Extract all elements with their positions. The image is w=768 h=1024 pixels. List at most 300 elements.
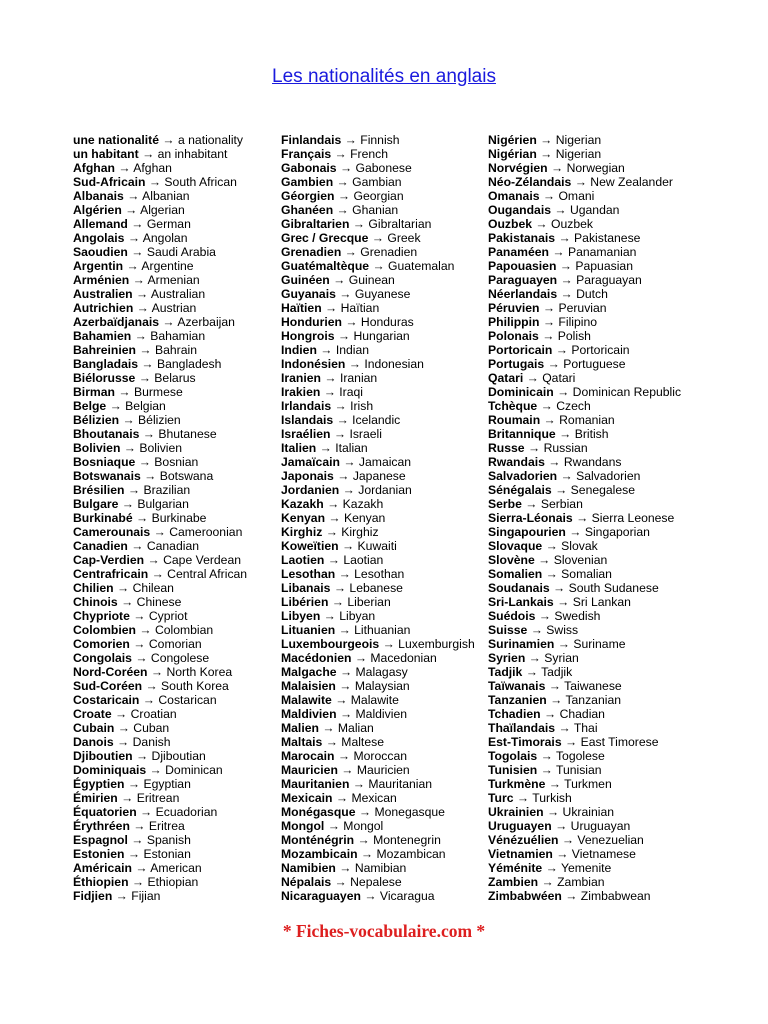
vocab-entry [281,595,475,609]
french-term: Sierra-Léonais [488,511,573,525]
arrow-icon: → [131,875,145,889]
english-term: German [146,217,191,231]
english-term: Finnish [360,133,400,147]
french-term: Serbe [488,497,522,511]
vocab-entry [73,455,247,469]
arrow-icon: → [337,329,351,343]
english-term: Uruguayan [570,819,631,833]
french-term: Kenyan [281,511,326,525]
english-term: Laotian [343,553,384,567]
arrow-icon: → [127,847,141,861]
arrow-icon: → [556,847,569,861]
french-term: Syrien [488,651,526,665]
arrow-icon: → [136,511,149,525]
french-term: Est-Timorais [488,735,562,749]
arrow-icon: → [118,385,131,399]
french-term: Monténégrin [281,833,355,847]
french-term: Argentin [73,259,124,273]
arrow-icon: → [322,721,335,735]
english-term: Israeli [349,427,382,441]
english-term: Monegasque [374,805,445,819]
arrow-icon: → [545,567,558,581]
english-term: Costarican [158,693,217,707]
french-term: Russe [488,441,525,455]
english-term: Maltese [341,735,384,749]
english-term: Bulgarian [137,497,189,511]
arrow-icon: → [560,469,573,483]
french-term: Nigérian [488,147,537,161]
arrow-icon: → [331,595,344,609]
vocab-entry [488,889,681,903]
french-term: Maldivien [281,707,337,721]
arrow-icon: → [338,623,351,637]
vocab-entry [73,693,247,707]
english-term: Japanese [352,469,406,483]
vocab-entry [488,777,681,791]
vocab-entry [488,511,681,525]
english-term: Tanzanian [565,693,621,707]
arrow-icon: → [559,259,572,273]
english-term: Algerian [140,203,185,217]
french-term: Éthiopien [73,875,129,889]
vocab-entry [281,623,475,637]
vocab-entry [281,413,475,427]
vocab-entry [281,259,475,273]
vocab-entry [488,469,681,483]
arrow-icon: → [344,245,357,259]
vocab-entry [281,483,475,497]
english-term: Pakistanese [574,231,641,245]
french-term: Mongol [281,819,325,833]
arrow-icon: → [150,665,164,679]
vocab-entry [488,539,681,553]
english-term: Bangladesh [157,357,222,371]
arrow-icon: → [535,217,548,231]
arrow-icon: → [141,357,154,371]
arrow-icon: → [555,483,568,497]
arrow-icon: → [337,749,351,763]
french-term: Grec / Grecque [281,231,369,245]
english-term: Grenadien [360,245,418,259]
french-term: Ouzbek [488,217,533,231]
vocab-entry [488,301,681,315]
french-term: Ukrainien [488,805,544,819]
arrow-icon: → [142,147,155,161]
vocab-entry [488,791,681,805]
english-term: Tunisian [555,763,602,777]
arrow-icon: → [540,749,553,763]
vocab-entry [488,525,681,539]
vocab-entry [488,413,681,427]
vocab-entry [73,651,247,665]
arrow-icon: → [151,567,164,581]
vocab-entry [488,679,681,693]
english-term: Croatian [130,707,177,721]
arrow-icon: → [341,763,354,777]
vocab-entry [281,371,475,385]
french-term: Gibraltarien [281,217,350,231]
vocab-entry [488,357,681,371]
arrow-icon: → [576,511,589,525]
vocab-entry [488,623,681,637]
english-term: Qatari [542,371,576,385]
english-term: Jordanian [358,483,412,497]
french-term: Turkmène [488,777,546,791]
english-term: Liberian [347,595,391,609]
french-term: Salvadorien [488,469,558,483]
french-term: Lituanien [281,623,336,637]
arrow-icon: → [136,287,149,301]
vocab-entry [73,441,247,455]
arrow-icon: → [142,427,155,441]
english-term: Greek [387,231,421,245]
arrow-icon: → [538,609,551,623]
english-term: Mexican [351,791,397,805]
arrow-icon: → [345,315,358,329]
english-term: Indonesian [364,357,424,371]
arrow-icon: → [541,875,554,889]
vocab-entry [73,245,247,259]
french-term: Vietnamien [488,847,553,861]
arrow-icon: → [319,441,332,455]
english-term: Lebanese [349,581,403,595]
french-term: Algérien [73,203,122,217]
english-term: Brazilian [143,483,191,497]
arrow-icon: → [335,693,348,707]
english-term: Salvadorien [576,469,641,483]
arrow-icon: → [336,203,349,217]
arrow-icon: → [333,427,347,441]
vocab-entry [281,791,475,805]
french-term: Sud-Coréen [73,679,143,693]
vocab-entry [73,735,247,749]
vocab-entry [73,483,247,497]
english-term: Paraguayan [576,273,642,287]
arrow-icon: → [360,847,374,861]
arrow-icon: → [552,245,565,259]
english-term: Icelandic [352,413,401,427]
vocab-entry [281,343,475,357]
french-term: Libyen [281,609,321,623]
english-term: Peruvian [558,301,607,315]
french-term: Irakien [281,385,321,399]
english-term: Senegalese [570,483,636,497]
vocab-entry [281,763,475,777]
vocab-entry [488,721,681,735]
english-term: Singaporian [584,525,650,539]
english-term: Bolivien [139,441,183,455]
french-term: Ougandais [488,203,551,217]
english-term: Hungarian [353,329,410,343]
vocab-entry [281,497,475,511]
vocab-entry [73,791,247,805]
english-term: Cameroonian [169,525,243,539]
english-term: Malaysian [354,679,410,693]
english-term: Panamanian [567,245,637,259]
arrow-icon: → [135,861,148,875]
french-term: Chilien [73,581,114,595]
vocab-entry [281,539,475,553]
french-term: Guatémaltèque [281,259,370,273]
french-term: Britannique [488,427,556,441]
english-term: Maldivien [355,707,407,721]
french-term: Afghan [73,161,115,175]
french-term: Cap-Verdien [73,553,145,567]
vocab-entry [73,581,247,595]
vocab-entry [281,805,475,819]
arrow-icon: → [352,217,365,231]
french-term: Norvégien [488,161,548,175]
vocab-entry [73,707,247,721]
vocab-entry [281,231,475,245]
vocab-entry [73,147,247,161]
english-term: Guinean [348,273,395,287]
arrow-icon: → [127,483,141,497]
english-term: Ghanian [352,203,399,217]
vocab-entry [281,679,475,693]
english-term: Chinese [136,595,182,609]
vocab-entry [488,581,681,595]
french-term: Bahamien [73,329,132,343]
arrow-icon: → [358,805,372,819]
french-term: Zimbabwéen [488,889,562,903]
arrow-icon: → [550,693,563,707]
english-term: Malagasy [355,665,408,679]
vocab-entry [73,469,247,483]
arrow-icon: → [542,329,555,343]
arrow-icon: → [125,203,138,217]
arrow-icon: → [118,161,131,175]
arrow-icon: → [127,189,140,203]
vocab-entry [73,385,247,399]
french-term: Bosniaque [73,455,136,469]
french-term: Togolais [488,749,538,763]
french-term: Namibien [281,861,336,875]
vocab-entry [281,455,475,469]
french-term: Slovène [488,553,535,567]
vocab-entry [281,161,475,175]
french-term: Haïtien [281,301,322,315]
arrow-icon: → [526,371,539,385]
french-term: Colombien [73,623,136,637]
english-term: Haïtian [340,301,380,315]
french-term: Pakistanais [488,231,556,245]
vocab-entry [73,399,247,413]
vocab-entry [73,273,247,287]
arrow-icon: → [149,763,162,777]
english-term: Kuwaiti [357,539,397,553]
arrow-icon: → [547,357,560,371]
english-term: Saudi Arabia [146,245,216,259]
vocab-entry [281,203,475,217]
english-term: Gambian [352,175,402,189]
vocab-entry [488,707,681,721]
vocab-entry [281,707,475,721]
arrow-icon: → [320,343,333,357]
english-term: Bélizien [138,413,181,427]
arrow-icon: → [543,413,556,427]
english-term: Somalian [561,567,612,581]
vocab-entry [488,161,681,175]
vocab-entry [73,189,247,203]
english-term: British [574,427,609,441]
french-term: Gambien [281,175,334,189]
french-term: Guinéen [281,273,330,287]
vocab-entry [281,357,475,371]
vocab-entry [73,525,247,539]
french-term: Koweïtien [281,539,339,553]
arrow-icon: → [127,777,141,791]
arrow-icon: → [354,651,368,665]
english-term: Venezuelian [577,833,644,847]
english-term: Bahamian [150,329,206,343]
french-term: Macédonien [281,651,352,665]
french-term: Somalien [488,567,543,581]
french-term: Soudanais [488,581,550,595]
english-term: Slovak [561,539,598,553]
arrow-icon: → [333,273,346,287]
arrow-icon: → [525,665,538,679]
french-term: Hongrois [281,329,335,343]
french-term: Iranien [281,371,321,385]
vocab-entry [281,637,475,651]
english-term: Slovenian [553,553,608,567]
arrow-icon: → [139,343,152,357]
french-term: Albanais [73,189,124,203]
vocab-entry [73,567,247,581]
english-term: Nigerian [555,133,602,147]
french-term: Indien [281,343,317,357]
arrow-icon: → [144,469,157,483]
arrow-icon: → [339,707,353,721]
french-term: Japonais [281,469,334,483]
french-term: Américain [73,861,132,875]
english-term: Estonian [143,847,191,861]
english-term: Portuguese [563,357,626,371]
vocab-entry [488,819,681,833]
arrow-icon: → [323,609,336,623]
english-term: Portoricain [571,343,630,357]
french-term: Néerlandais [488,287,558,301]
vocab-entry [281,861,475,875]
vocab-entry [73,175,247,189]
english-term: Vietnamese [571,847,636,861]
french-term: Cubain [73,721,115,735]
french-term: Tchadien [488,707,541,721]
french-term: Lesothan [281,567,336,581]
english-term: Malian [337,721,374,735]
english-term: an inhabitant [157,147,228,161]
english-term: Swiss [546,623,579,637]
english-term: Irish [350,399,374,413]
vocab-entry [281,651,475,665]
arrow-icon: → [382,637,395,651]
french-term: Costaricain [73,693,140,707]
french-term: Chypriote [73,609,130,623]
french-term: Népalais [281,875,332,889]
french-term: Ghanéen [281,203,334,217]
vocab-entry [281,567,475,581]
arrow-icon: → [339,861,352,875]
arrow-icon: → [341,539,355,553]
vocab-entry [281,245,475,259]
english-term: Cape Verdean [163,553,242,567]
french-term: Burkinabé [73,511,133,525]
vocab-entry [73,763,247,777]
vocab-entry [73,203,247,217]
french-term: Surinamien [488,637,555,651]
vocab-entry [73,259,247,273]
french-term: Roumain [488,413,541,427]
vocab-entry [281,133,475,147]
page-title[interactable]: Les nationalités en anglais [272,66,496,87]
english-term: Burkinabe [151,511,207,525]
french-term: Monégasque [281,805,356,819]
vocab-entry [73,721,247,735]
english-term: Sierra Leonese [591,511,675,525]
french-term: Marocain [281,749,335,763]
vocab-entry [73,287,247,301]
vocab-entry [488,217,681,231]
vocab-entry [73,861,247,875]
french-term: Qatari [488,371,524,385]
vocab-entry [73,679,247,693]
arrow-icon: → [540,763,553,777]
arrow-icon: → [546,805,560,819]
arrow-icon: → [121,791,134,805]
english-term: Taiwanese [564,679,622,693]
nationality-column-1 [73,133,247,903]
french-term: Polonais [488,329,539,343]
arrow-icon: → [121,595,134,609]
english-term: Italian [335,441,368,455]
french-term: Dominicain [488,385,554,399]
vocab-entry [488,259,681,273]
french-term: Nord-Coréen [73,665,148,679]
arrow-icon: → [545,539,558,553]
arrow-icon: → [109,399,122,413]
english-term: Norwegian [566,161,625,175]
french-term: Croate [73,707,112,721]
vocab-entry [488,385,681,399]
vocab-entry [73,875,247,889]
english-term: Vicaragua [379,889,435,903]
vocab-entry [488,553,681,567]
english-term: Dominican [165,763,223,777]
french-term: Espagnol [73,833,128,847]
arrow-icon: → [131,833,144,847]
vocab-entry [73,819,247,833]
english-term: Botswana [159,469,214,483]
english-term: North Korea [166,665,233,679]
arrow-icon: → [530,623,543,637]
french-term: Yéménite [488,861,543,875]
vocab-entry [73,133,247,147]
vocab-entry [73,847,247,861]
vocab-entry [281,315,475,329]
vocab-entry [281,735,475,749]
english-term: Togolese [555,749,605,763]
french-term: Papouasien [488,259,557,273]
vocab-entry [488,133,681,147]
english-term: American [150,861,202,875]
french-term: Libérien [281,595,329,609]
arrow-icon: → [138,371,151,385]
english-term: a nationality [177,133,244,147]
arrow-icon: → [339,287,352,301]
french-term: Bolivien [73,441,121,455]
vocab-entry [488,763,681,777]
